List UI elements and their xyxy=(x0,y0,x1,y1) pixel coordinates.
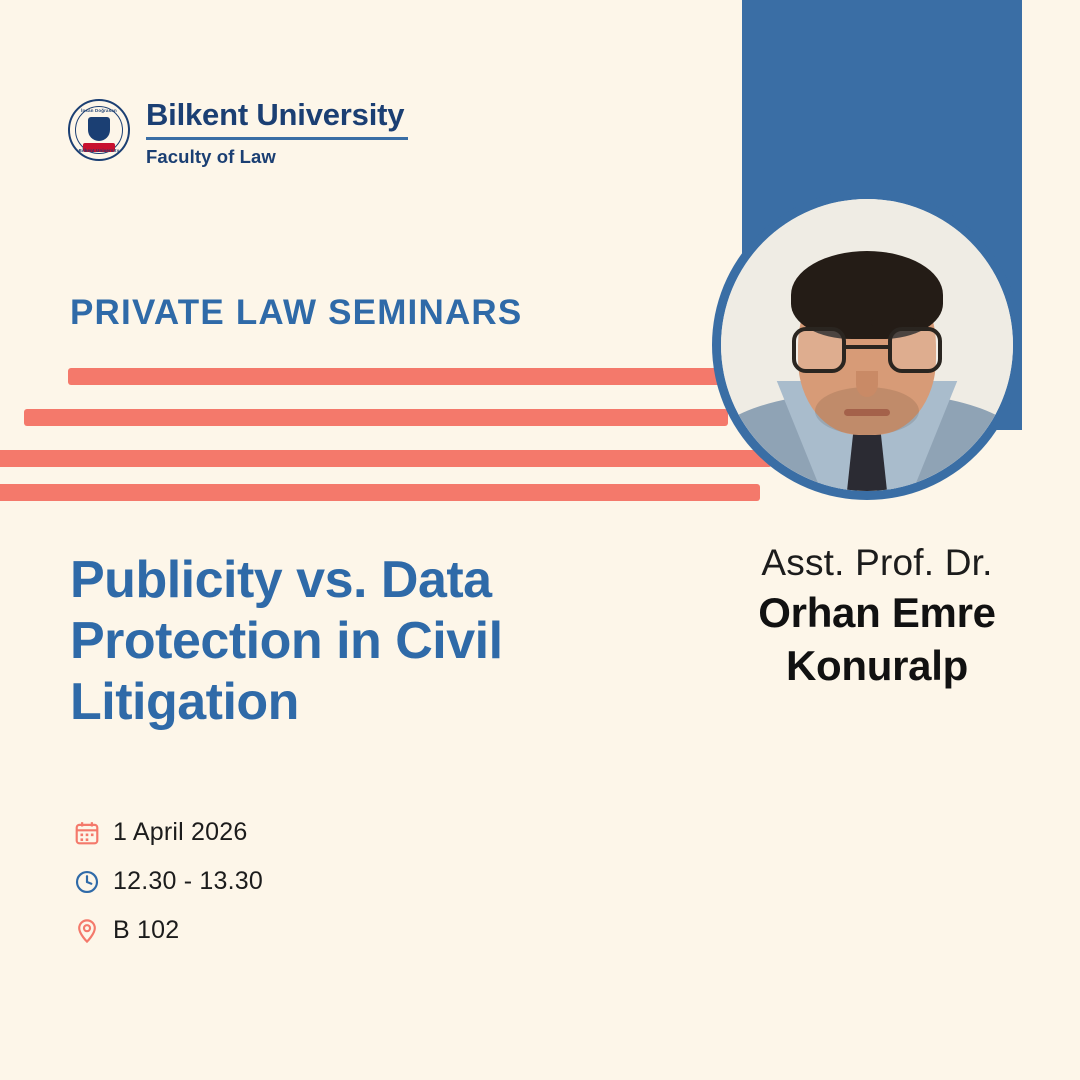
detail-row-time xyxy=(74,867,263,896)
university-name: Bilkent University xyxy=(146,97,405,132)
detail-row-date xyxy=(74,818,263,847)
speaker-name-line-2: Konuralp xyxy=(786,641,968,689)
event-date: 1 April 2026 xyxy=(113,818,248,846)
seminar-title: Publicity vs. Data Protection in Civil Litigation xyxy=(70,551,503,731)
stripe-decoration-1 xyxy=(68,368,728,385)
crest-bottom-text: Bilkent University xyxy=(78,148,120,153)
logo-divider xyxy=(146,137,408,140)
university-crest-icon xyxy=(68,99,130,161)
seminar-series-label: PRIVATE LAW SEMINARS xyxy=(70,293,523,332)
crest-top-text: İnsan Doğrasan xyxy=(81,108,117,113)
bilkent-logo xyxy=(68,95,408,168)
calendar-icon xyxy=(74,820,100,846)
event-location: B 102 xyxy=(113,916,180,944)
event-time: 12.30 - 13.30 xyxy=(113,867,263,895)
speaker-portrait-frame xyxy=(712,190,1022,500)
stripe-decoration-3 xyxy=(0,450,772,467)
speaker-portrait xyxy=(721,199,1013,491)
speaker-block xyxy=(712,540,1042,691)
faculty-name: Faculty of Law xyxy=(146,145,276,167)
speaker-honorific: Asst. Prof. Dr. xyxy=(761,542,993,583)
detail-row-location xyxy=(74,916,263,945)
stripe-decoration-4 xyxy=(0,484,760,501)
stripe-decoration-2 xyxy=(24,409,728,426)
clock-icon xyxy=(74,869,100,895)
location-pin-icon xyxy=(74,918,100,944)
event-details xyxy=(74,818,263,945)
speaker-name-line-1: Orhan Emre xyxy=(758,589,996,637)
